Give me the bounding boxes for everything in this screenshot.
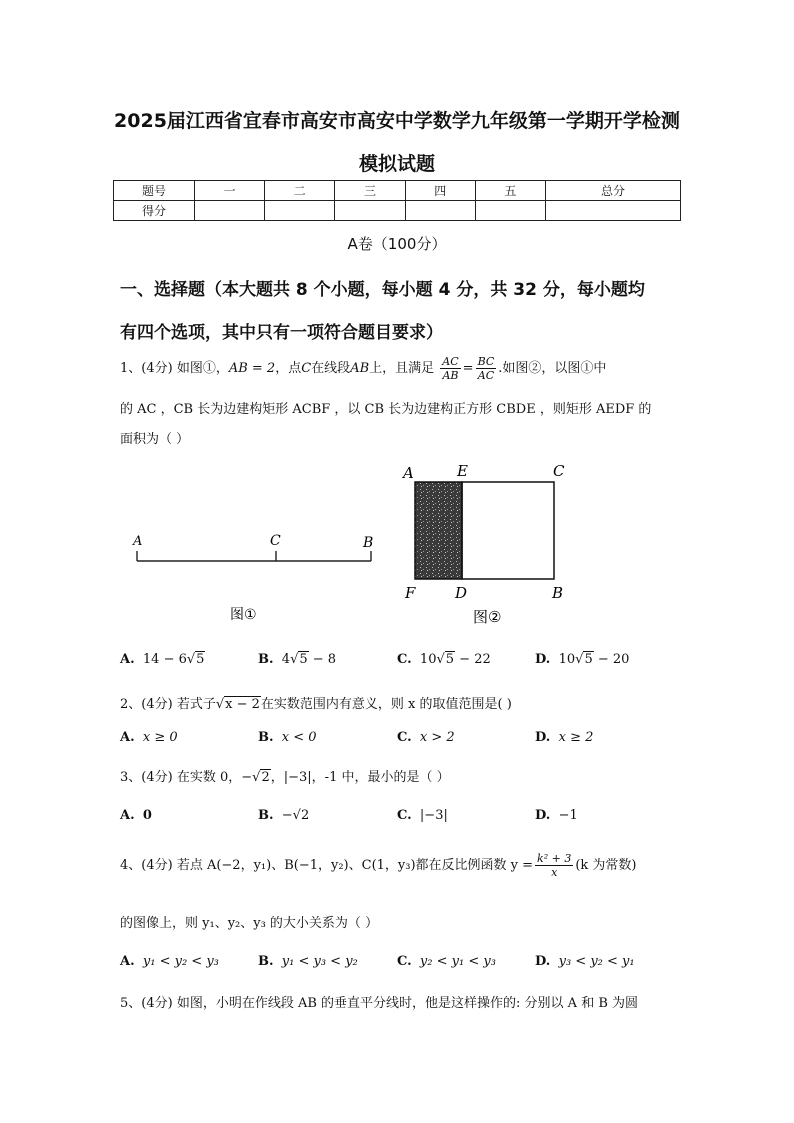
score-cell <box>265 201 335 221</box>
score-table-score-row <box>114 201 681 221</box>
q1-option-c[interactable]: C. 10√5 − 22 <box>397 652 491 667</box>
fig2-label-a: A <box>403 464 414 482</box>
score-cell <box>546 201 681 221</box>
question-5-line1: 5、(4分) 如图，小明在作线段 AB 的垂直平分线时，他是这样操作的: 分别以 A 和 B 为圆 <box>120 996 639 1011</box>
score-header-cell: 四 <box>405 181 475 201</box>
score-header-cell: 二 <box>265 181 335 201</box>
q1-option-b[interactable]: B. 4√5 − 8 <box>258 652 337 667</box>
fig2-label-e: E <box>457 462 468 480</box>
section-heading: 一、选择题（本大题共 8 个小题，每小题 4 分，共 32 分，每小题均 <box>120 280 645 300</box>
page-title: 2025届江西省宜春市高安市高安中学数学九年级第一学期开学检测 <box>114 110 680 132</box>
fig2-label-b: B <box>552 584 564 602</box>
q2-option-b[interactable]: B. x < 0 <box>258 730 317 745</box>
question-3: 3、(4分) 在实数 0，−√2，|−3|，-1 中，最小的是（ ） <box>120 770 450 785</box>
question-2: 2、(4分) 若式子√x − 2在实数范围内有意义，则 x 的取值范围是( ) <box>120 697 512 712</box>
score-header-cell: 题号 <box>114 181 195 201</box>
shaded-rectangle-aedf <box>415 482 462 579</box>
q4-option-d[interactable]: D. y₃ < y₂ < y₁ <box>535 954 635 969</box>
figure-2 <box>395 458 580 630</box>
q3-option-b[interactable]: B. −√2 <box>258 808 310 823</box>
fig1-label-c: C <box>270 533 281 549</box>
q2-option-a[interactable]: A. x ≥ 0 <box>120 730 178 745</box>
score-cell <box>335 201 405 221</box>
q4-option-a[interactable]: A. y₁ < y₂ < y₃ <box>120 954 219 969</box>
fig2-label-d: D <box>455 584 468 602</box>
score-cell <box>405 201 475 221</box>
square-cbde <box>462 482 554 579</box>
section-heading-line2: 有四个选项，其中只有一项符合题目要求） <box>120 323 443 343</box>
q3-option-c[interactable]: C. |−3| <box>397 808 448 823</box>
question-4-line2: 的图像上，则 y₁、y₂、y₃ 的大小关系为（ ） <box>120 916 379 931</box>
question-1-line2: 的 AC ，CB 长为边建构矩形 ACBF ，以 CB 长为边建构正方形 CBDE ，则矩形 AEDF 的 <box>120 402 652 417</box>
q3-option-a[interactable]: A. 0 <box>120 808 152 823</box>
fig2-label-f: F <box>405 584 416 602</box>
question-4-line1: 4、(4分) 若点 A(−2，y₁)、B(−1，y₂)、C(1，y₃)都在反比例函数 y = $\frac{\text{k² + 3}}{x}$ (k 为常数) <box>120 852 637 879</box>
question-1-line1: 1、(4分) 如图①，AB = 2，点C在线段AB上，且满足 $\frac{AC}{AB}$ = $\frac{BC}{AC}$ .如图②，以图①中 <box>120 355 607 382</box>
score-header-cell: 五 <box>475 181 545 201</box>
score-cell <box>195 201 265 221</box>
score-table <box>113 180 681 221</box>
q2-option-c[interactable]: C. x > 2 <box>397 730 455 745</box>
page-title-line2: 模拟试题 <box>358 153 435 175</box>
fig1-caption: 图① <box>230 607 257 623</box>
fig1-label-b: B <box>363 535 374 551</box>
score-header-cell: 总分 <box>546 181 681 201</box>
figure-1 <box>125 525 385 635</box>
fig2-caption: 图② <box>473 608 502 626</box>
volume-heading: A卷（100分） <box>347 235 447 253</box>
q1-option-d[interactable]: D. 10√5 − 20 <box>535 652 630 667</box>
q1-option-a[interactable]: A. 14 − 6√5 <box>120 652 205 667</box>
fig1-label-a: A <box>133 534 143 549</box>
score-header-cell: 一 <box>195 181 265 201</box>
q4-option-c[interactable]: C. y₂ < y₁ < y₃ <box>397 954 496 969</box>
score-table-header-row <box>114 181 681 201</box>
fraction-k2-plus-3-over-x: $\frac{\text{k² + 3}}{x}$ <box>537 852 572 879</box>
fraction-ac-ab: $\frac{AC}{AB}$ <box>442 355 459 382</box>
score-cell <box>475 201 545 221</box>
q2-option-d[interactable]: D. x ≥ 2 <box>535 730 594 745</box>
score-header-cell: 三 <box>335 181 405 201</box>
fraction-bc-ac: $\frac{BC}{AC}$ <box>477 355 495 382</box>
score-row-label: 得分 <box>114 201 195 221</box>
q4-option-b[interactable]: B. y₁ < y₃ < y₂ <box>258 954 358 969</box>
q3-option-d[interactable]: D. −1 <box>535 808 578 823</box>
question-1-line3: 面积为（ ） <box>120 432 190 447</box>
fig2-label-c: C <box>553 462 565 480</box>
